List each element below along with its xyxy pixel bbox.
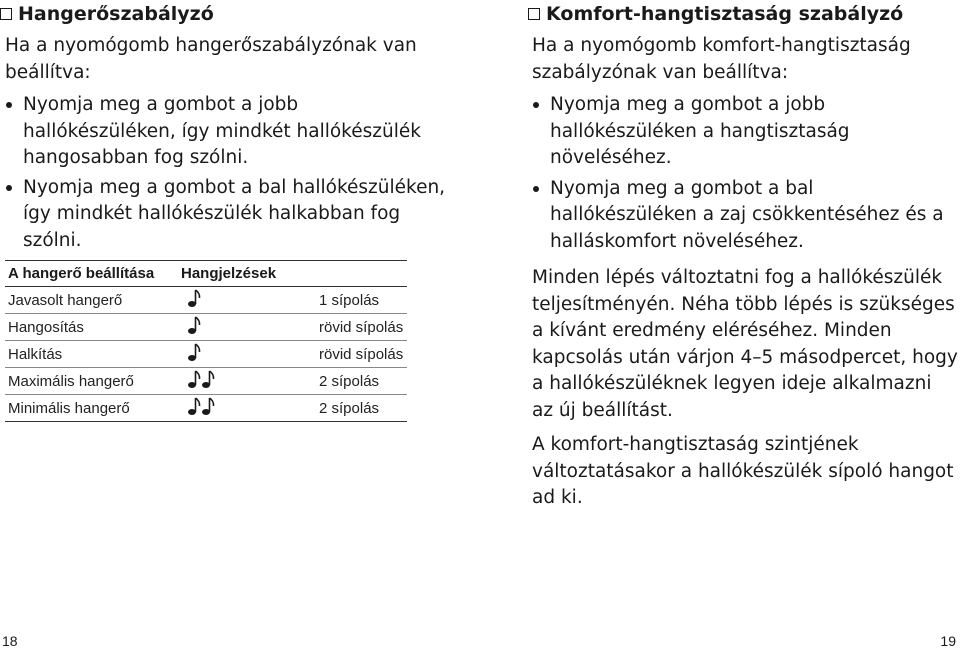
signal-table — [5, 260, 407, 422]
table-row — [5, 341, 407, 368]
music-note-icon — [187, 369, 201, 389]
signal-text-cell: 2 sípolás — [316, 368, 407, 395]
instruction-list — [5, 92, 450, 254]
bullet-left-aid: Nyomja meg a gombot a bal hallókészüléken, így mindkét hallókészülék halkabban fog szólni. — [5, 175, 450, 255]
checkbox-icon — [528, 8, 540, 20]
page-number-left: 18 — [2, 633, 18, 649]
music-note-icon — [201, 369, 215, 389]
setting-cell: Hangosítás — [5, 314, 178, 341]
intro-text: Ha a nyomógomb hangerőszabályzónak van beállítva: — [5, 35, 417, 83]
signal-icon-cell — [178, 314, 316, 341]
checkbox-icon — [0, 8, 12, 20]
heading-text: Hangerőszabályzó — [18, 3, 214, 25]
signal-text-cell: 1 sípolás — [316, 287, 407, 314]
table-row — [5, 287, 407, 314]
table-row — [5, 314, 407, 341]
signal-text-cell: rövid sípolás — [316, 314, 407, 341]
bullet-left-aid: Nyomja meg a gombot a bal hallókészüléken a zaj csökkentéséhez és a halláskomfort növeléséhez. — [532, 176, 958, 256]
intro-text: Ha a nyomógomb komfort-hangtisztaság szabályzónak van beállítva: — [532, 35, 911, 83]
signal-icon-cell — [178, 287, 316, 314]
music-note-icon — [187, 396, 201, 416]
table-row — [5, 368, 407, 395]
table-row — [5, 395, 407, 422]
signal-text-cell: rövid sípolás — [316, 341, 407, 368]
column-header-empty — [316, 261, 407, 287]
table-header-row — [5, 261, 407, 287]
volume-control-heading — [0, 3, 450, 25]
heading-text: Komfort-hangtisztaság szabályzó — [546, 3, 904, 25]
right-page — [528, 0, 958, 512]
setting-cell: Minimális hangerő — [8, 399, 130, 417]
signal-icon-cell — [178, 395, 316, 422]
steps-paragraph: Minden lépés változtatni fog a hallókészülék teljesítményén. Néha több lépés is szükséges a kívánt eredmény eléréséhez. Minden kapcsolás után várjon 4–5 másodpercet, hogy a hallókészüléknek legyen ideje alkalmazni az új beállítást. — [532, 267, 958, 421]
bullet-right-aid: Nyomja meg a gombot a jobb hallókészüléken a hangtisztaság növeléséhez. — [532, 92, 958, 172]
setting-cell: Maximális hangerő — [5, 368, 178, 395]
column-header-signals: Hangjelzések — [178, 261, 316, 287]
page-number-right: 19 — [940, 633, 956, 649]
left-page — [0, 0, 450, 417]
setting-cell: Halkítás — [5, 341, 178, 368]
setting-cell: Javasolt hangerő — [5, 287, 178, 314]
music-note-icon — [187, 288, 201, 308]
signal-icon-cell — [178, 341, 316, 368]
music-note-icon — [187, 342, 201, 362]
music-note-icon — [187, 315, 201, 335]
instruction-list — [532, 92, 958, 255]
column-header-setting: A hangerő beállítása — [5, 261, 178, 287]
comfort-control-heading — [528, 3, 958, 25]
beep-paragraph: A komfort-hangtisztaság szintjének változtatásakor a hallókészülék sípoló hangot ad ki. — [532, 434, 954, 508]
signal-icon-cell — [178, 368, 316, 395]
music-note-icon — [201, 396, 215, 416]
bullet-right-aid: Nyomja meg a gombot a jobb hallókészüléken, így mindkét hallókészülék hangosabban fog szólni. — [5, 92, 450, 172]
signal-text-cell: 2 sípolás — [319, 399, 380, 417]
